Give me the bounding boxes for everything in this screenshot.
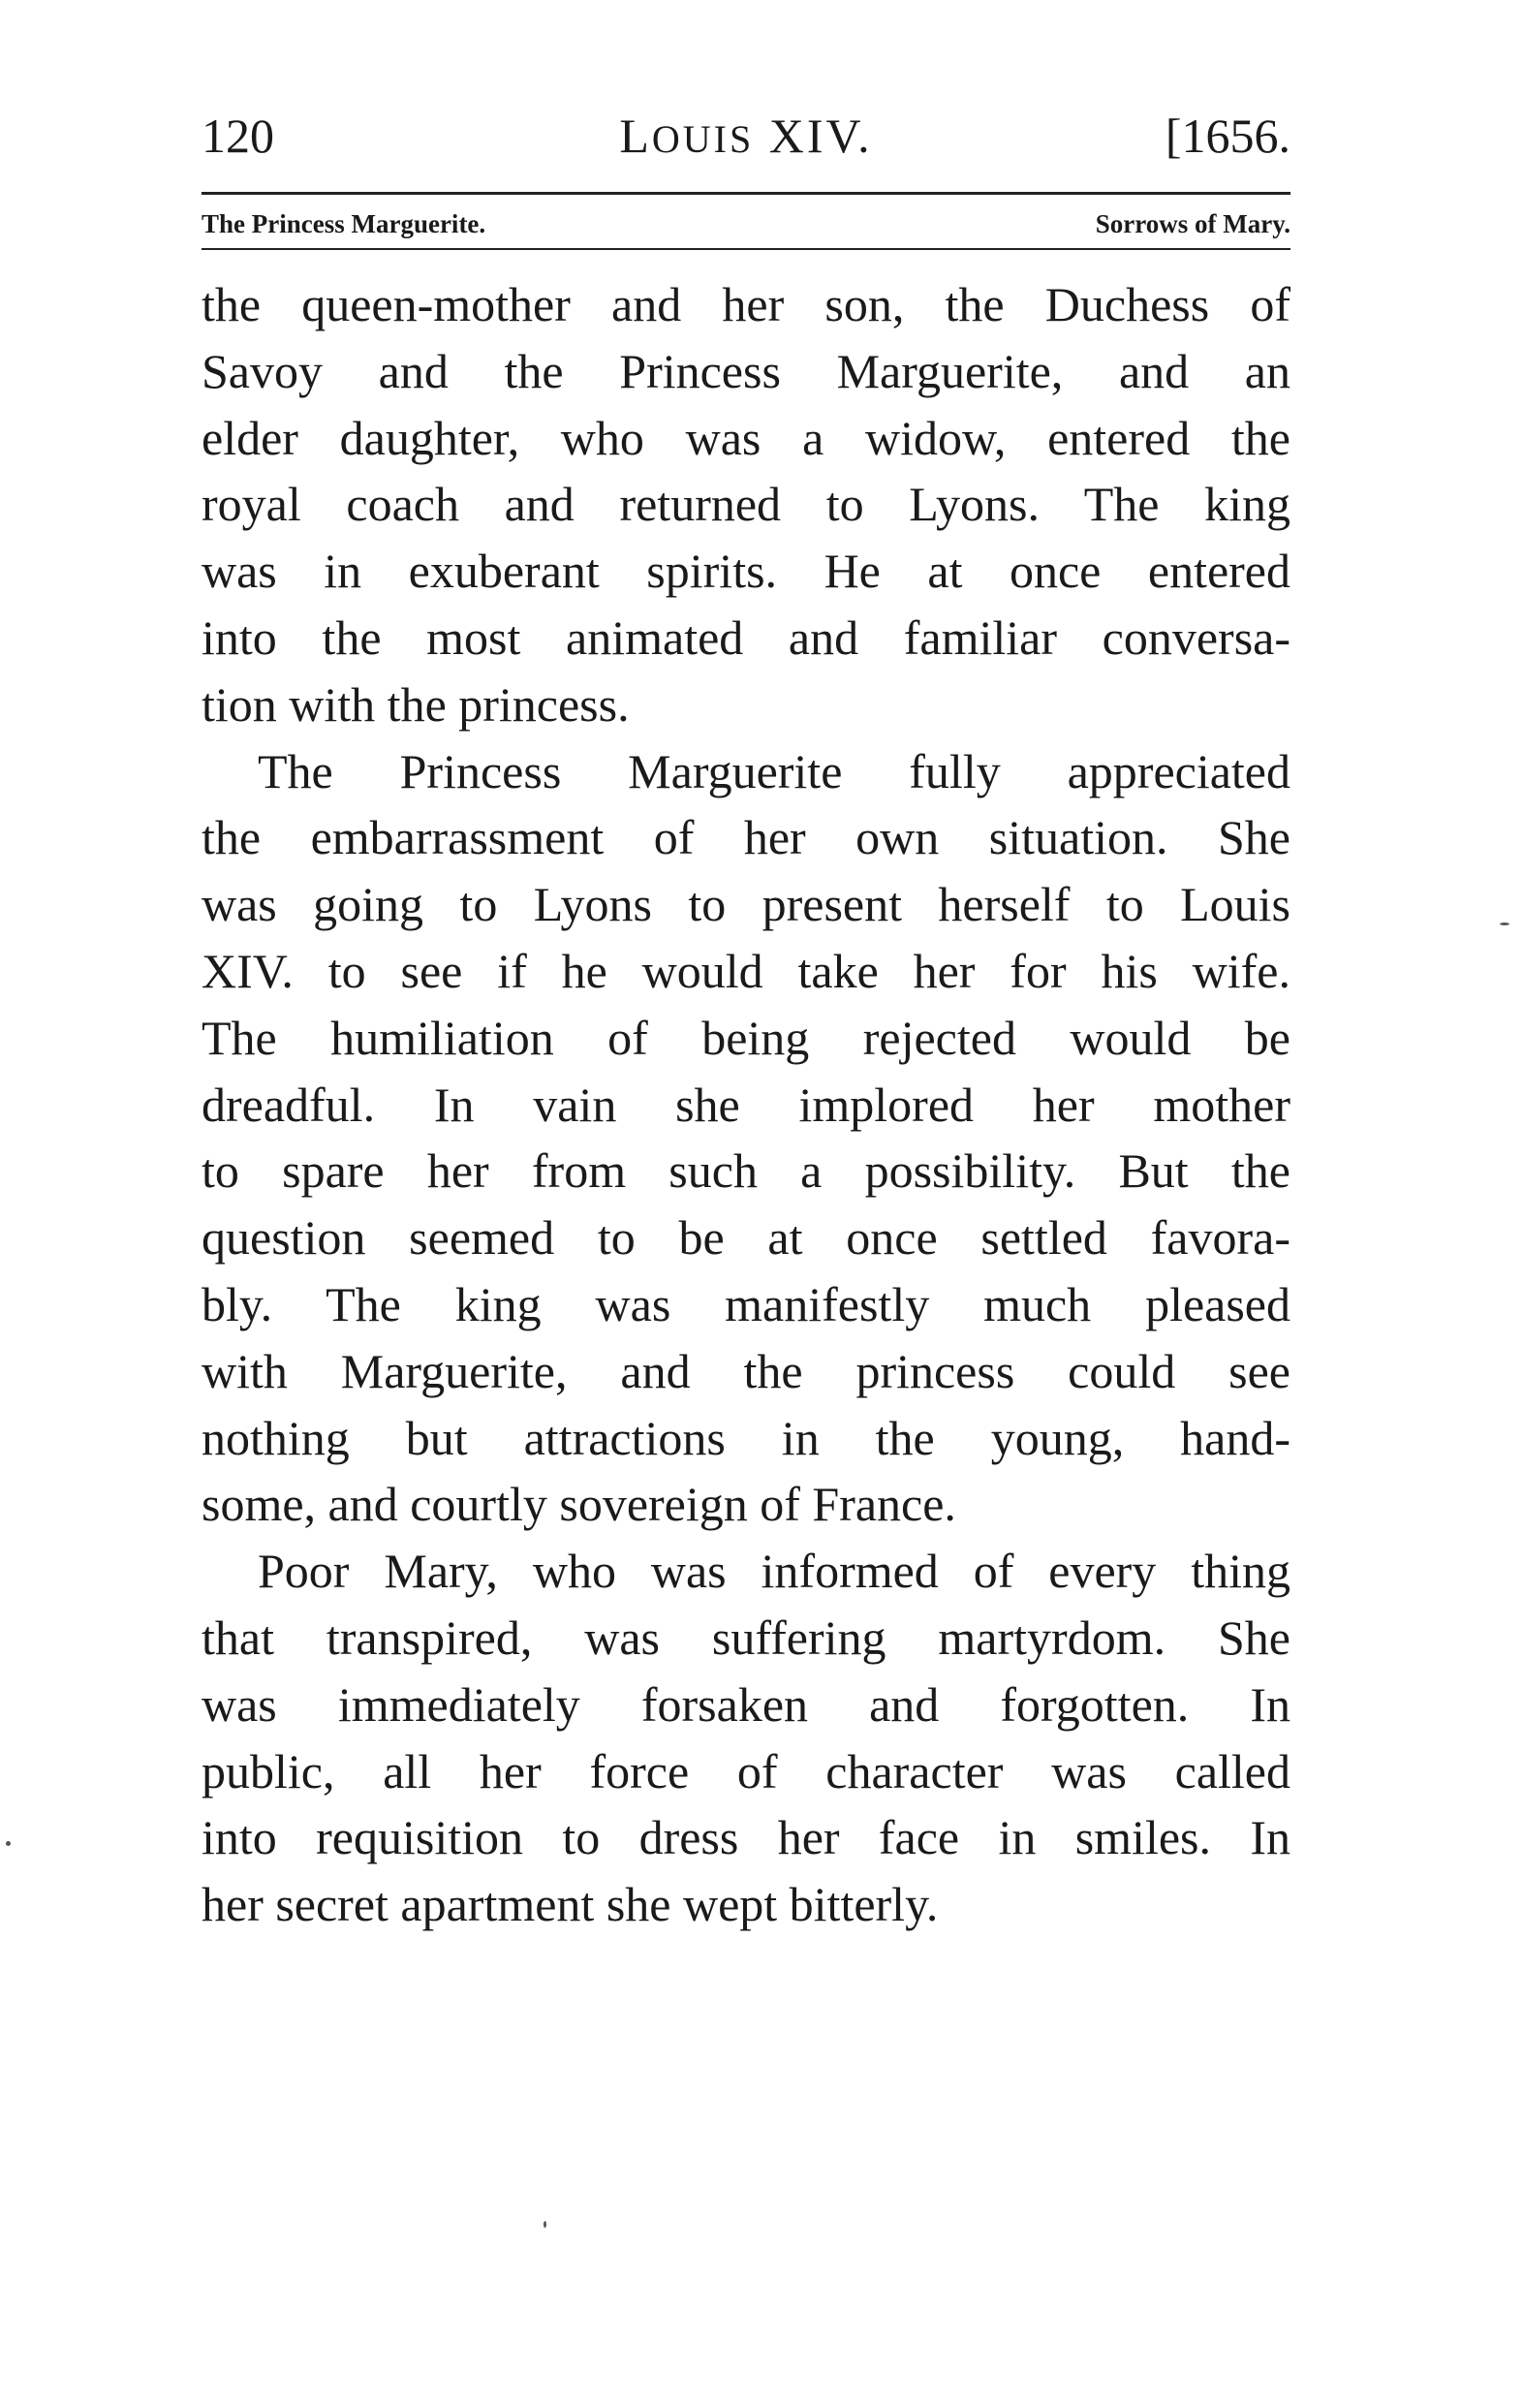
text-line: public, all her force of character was called — [202, 1743, 1290, 1798]
text-line: that transpired, was suffering martyrdom. She — [202, 1610, 1290, 1665]
scan-speck — [1500, 923, 1509, 925]
header-rule-bottom — [202, 248, 1290, 250]
text-line: tion with the princess. — [202, 676, 630, 732]
book-title-small-caps: OUIS — [651, 117, 755, 161]
subhead-left: The Princess Marguerite. — [202, 209, 486, 238]
text-line: was going to Lyons to present herself to Louis — [202, 877, 1290, 932]
section-subheads — [202, 203, 1290, 244]
header-rule-top — [202, 192, 1290, 195]
text-line: dreadful. In vain she implored her mother — [202, 1077, 1290, 1132]
text-line: was immediately forsaken and forgotten. In — [202, 1676, 1290, 1732]
year-marker: [1656. — [1165, 109, 1290, 163]
text-line: into the most animated and familiar conversa- — [202, 610, 1290, 665]
scan-speck — [544, 2221, 546, 2228]
text-line: elder daughter, who was a widow, entered the — [202, 410, 1290, 465]
paragraph-2 — [202, 738, 1290, 1539]
text-line: Poor Mary, who was informed of every thing — [258, 1544, 1290, 1599]
subhead-right: Sorrows of Mary. — [1095, 209, 1290, 238]
running-head — [202, 97, 1290, 174]
paragraph-1 — [202, 271, 1290, 738]
text-line: to spare her from such a possibility. But the — [202, 1143, 1290, 1199]
text-line: into requisition to dress her face in smiles. In — [202, 1810, 1290, 1865]
text-line: royal coach and returned to Lyons. The king — [202, 477, 1290, 532]
text-line: the queen-mother and her son, the Duchess of — [202, 277, 1290, 331]
text-line: the embarrassment of her own situation. She — [202, 810, 1290, 865]
text-line: The Princess Marguerite fully appreciated — [258, 743, 1290, 798]
page-number: 120 — [202, 109, 274, 163]
text-line: The humiliation of being rejected would be — [202, 1010, 1290, 1065]
text-line: with Marguerite, and the princess could see — [202, 1343, 1290, 1398]
body-text — [202, 271, 1290, 1938]
book-title-numeral: XIV. — [754, 109, 873, 163]
text-line: some, and courtly sovereign of France. — [202, 1477, 956, 1532]
text-line: her secret apartment she wept bitterly. — [202, 1877, 939, 1932]
text-line: was in exuberant spirits. He at once entered — [202, 544, 1290, 599]
scan-speck — [6, 1841, 11, 1846]
text-line: question seemed to be at once settled favora- — [202, 1210, 1290, 1266]
text-line: Savoy and the Princess Marguerite, and an — [202, 343, 1290, 398]
text-line: bly. The king was manifestly much pleased — [202, 1276, 1290, 1331]
text-line: nothing but attractions in the young, hand- — [202, 1410, 1290, 1465]
book-title — [202, 97, 1290, 178]
book-title-initial: L — [619, 109, 652, 163]
text-line: XIV. to see if he would take her for his wife. — [202, 943, 1290, 998]
paragraph-3 — [202, 1538, 1290, 1938]
